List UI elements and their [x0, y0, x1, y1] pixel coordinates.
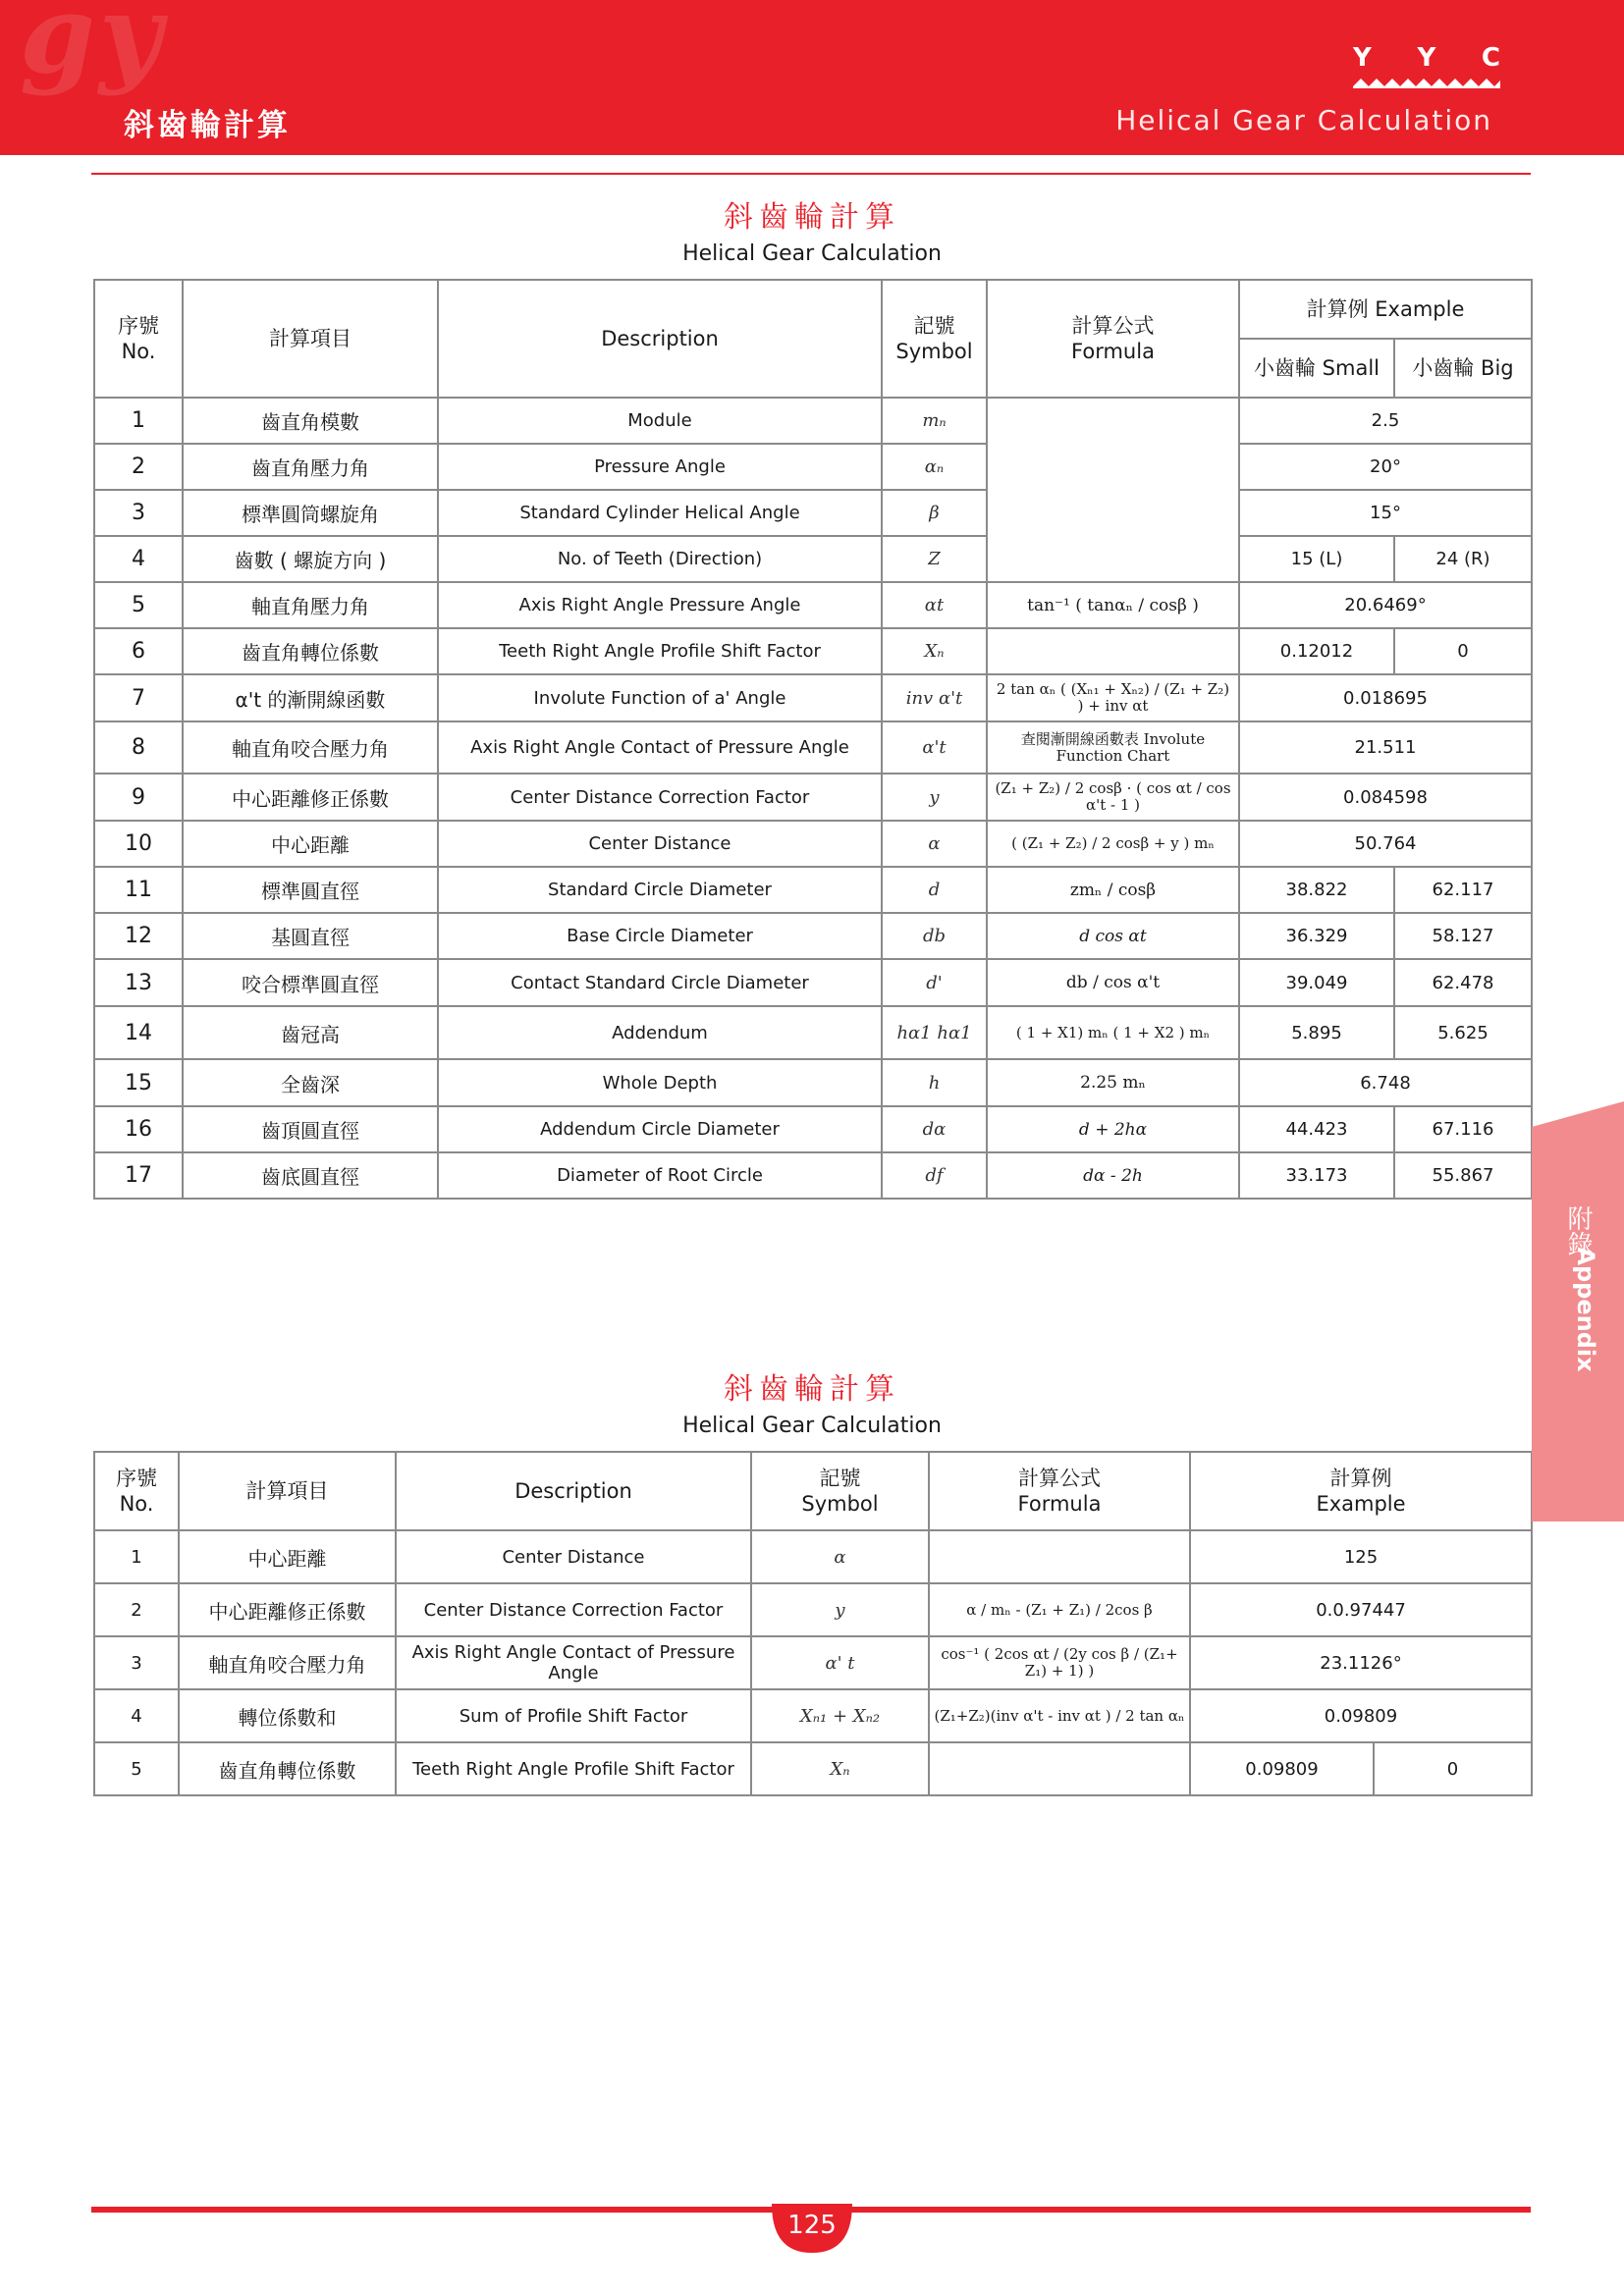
formula-empty [987, 398, 1239, 582]
col-description: Description [396, 1452, 751, 1530]
header-watermark: gy [20, 0, 166, 97]
table-row: 17 齒底圓直徑 Diameter of Root Circle df dα - 2h 33.173 55.867 [94, 1152, 1532, 1199]
section1-title [0, 192, 1624, 266]
appendix-side-tab[interactable] [1532, 1101, 1624, 1522]
col-example: 計算例 Example [1190, 1452, 1532, 1530]
col-item: 計算項目 [179, 1452, 396, 1530]
table-row: 9 中心距離修正係數 Center Distance Correction Factor y (Z₁ + Z₂) / 2 cosβ · ( cos αt / cos α't - 1 ) 0.084598 [94, 774, 1532, 821]
col-no: 序號 No. [94, 1452, 179, 1530]
section2-title [0, 1364, 1624, 1438]
table-row: 6 齒直角轉位係數 Teeth Right Angle Profile Shift Factor Xₙ 0.12012 0 [94, 628, 1532, 674]
table-row: 8 軸直角咬合壓力角 Axis Right Angle Contact of Pressure Angle α't 查閱漸開線函數表 Involute Function Chart 21.511 [94, 721, 1532, 774]
section1-title-zh: 斜齒輪計算 [724, 200, 900, 235]
col-no: 序號 No. [94, 280, 183, 398]
col-formula: 計算公式 Formula [987, 280, 1239, 398]
section1-title-en: Helical Gear Calculation [682, 241, 942, 266]
table-row: 1 中心距離 Center Distance α 125 [94, 1530, 1532, 1583]
table-1 [93, 279, 1533, 1200]
header-title-zh: 斜齒輪計算 [124, 108, 291, 143]
top-rule [91, 173, 1531, 175]
table-row: 10 中心距離 Center Distance α ( (Z₁ + Z₂) / 2 cosβ + y ) mₙ 50.764 [94, 821, 1532, 867]
header-title-en: Helical Gear Calculation [1115, 104, 1492, 136]
col-big: 小齒輪 Big [1394, 339, 1532, 398]
header-band [0, 0, 1624, 155]
col-item: 計算項目 [183, 280, 438, 398]
brand-wave-icon [1353, 77, 1500, 88]
brand-letter: C [1481, 43, 1500, 73]
table-row: 16 齒頂圓直徑 Addendum Circle Diameter dα d + 2hα 44.423 67.116 [94, 1106, 1532, 1152]
table-row: 3 標準圓筒螺旋角 Standard Cylinder Helical Angle β 15° [94, 490, 1532, 536]
table-row: 14 齒冠高 Addendum hα1 hα1 ( 1 + X1) mₙ ( 1 + X2 ) mₙ 5.895 5.625 [94, 1006, 1532, 1059]
table-row: 2 中心距離修正係數 Center Distance Correction Factor y α / mₙ - (Z₁ + Z₁) / 2cos β 0.0.97447 [94, 1583, 1532, 1636]
col-example: 計算例 Example [1239, 280, 1532, 339]
table-row: 12 基圓直徑 Base Circle Diameter db d cos αt 36.329 58.127 [94, 913, 1532, 959]
side-tab-zh: 附錄 [1563, 1205, 1593, 1256]
table-row: 4 轉位係數和 Sum of Profile Shift Factor Xₙ₁ + Xₙ₂ (Z₁+Z₂)(inv α't - inv αt ) / 2 tan αₙ 0.09809 [94, 1689, 1532, 1742]
table-row: 2 齒直角壓力角 Pressure Angle αₙ 20° [94, 444, 1532, 490]
section2-title-en: Helical Gear Calculation [682, 1414, 942, 1438]
col-description: Description [438, 280, 882, 398]
table-row: 13 咬合標準圓直徑 Contact Standard Circle Diameter d' db / cos α't 39.049 62.478 [94, 959, 1532, 1006]
brand-logo [1353, 43, 1500, 90]
side-tab-en: Appendix [1572, 1247, 1599, 1372]
col-symbol: 記號 Symbol [751, 1452, 929, 1530]
formula-empty [929, 1530, 1190, 1583]
page-number: 125 [787, 2211, 837, 2240]
table-row: 5 軸直角壓力角 Axis Right Angle Pressure Angle αt tan⁻¹ ( tanαₙ / cosβ ) 20.6469° [94, 582, 1532, 628]
section2-title-zh: 斜齒輪計算 [724, 1372, 900, 1407]
table-row: 4 齒數 ( 螺旋方向 ) No. of Teeth (Direction) Z 15 (L) 24 (R) [94, 536, 1532, 582]
brand-letter: Y [1417, 43, 1436, 73]
table-row: 3 軸直角咬合壓力角 Axis Right Angle Contact of Pressure Angle α' t cos⁻¹ ( 2cos αt / (2y cos β / (Z₁+ Z₁) + 1) ) 23.1126° [94, 1636, 1532, 1689]
table-2 [93, 1451, 1533, 1796]
table-row: 1 齒直角模數 Module mₙ 2.5 [94, 398, 1532, 444]
formula-empty [929, 1742, 1190, 1795]
table-row: 11 標準圓直徑 Standard Circle Diameter d zmₙ / cosβ 38.822 62.117 [94, 867, 1532, 913]
col-small: 小齒輪 Small [1239, 339, 1394, 398]
brand-letter: Y [1353, 43, 1372, 73]
formula-empty [987, 628, 1239, 674]
table-row: 15 全齒深 Whole Depth h 2.25 mₙ 6.748 [94, 1059, 1532, 1106]
col-symbol: 記號 Symbol [882, 280, 987, 398]
table-row: 5 齒直角轉位係數 Teeth Right Angle Profile Shift Factor Xₙ 0.09809 0 [94, 1742, 1532, 1795]
col-formula: 計算公式 Formula [929, 1452, 1190, 1530]
table-row: 7 α't 的漸開線函數 Involute Function of a' Angle inv α't 2 tan αₙ ( (Xₙ₁ + Xₙ₂) / (Z₁ + Z₂) ) + inv αt 0.018695 [94, 674, 1532, 721]
